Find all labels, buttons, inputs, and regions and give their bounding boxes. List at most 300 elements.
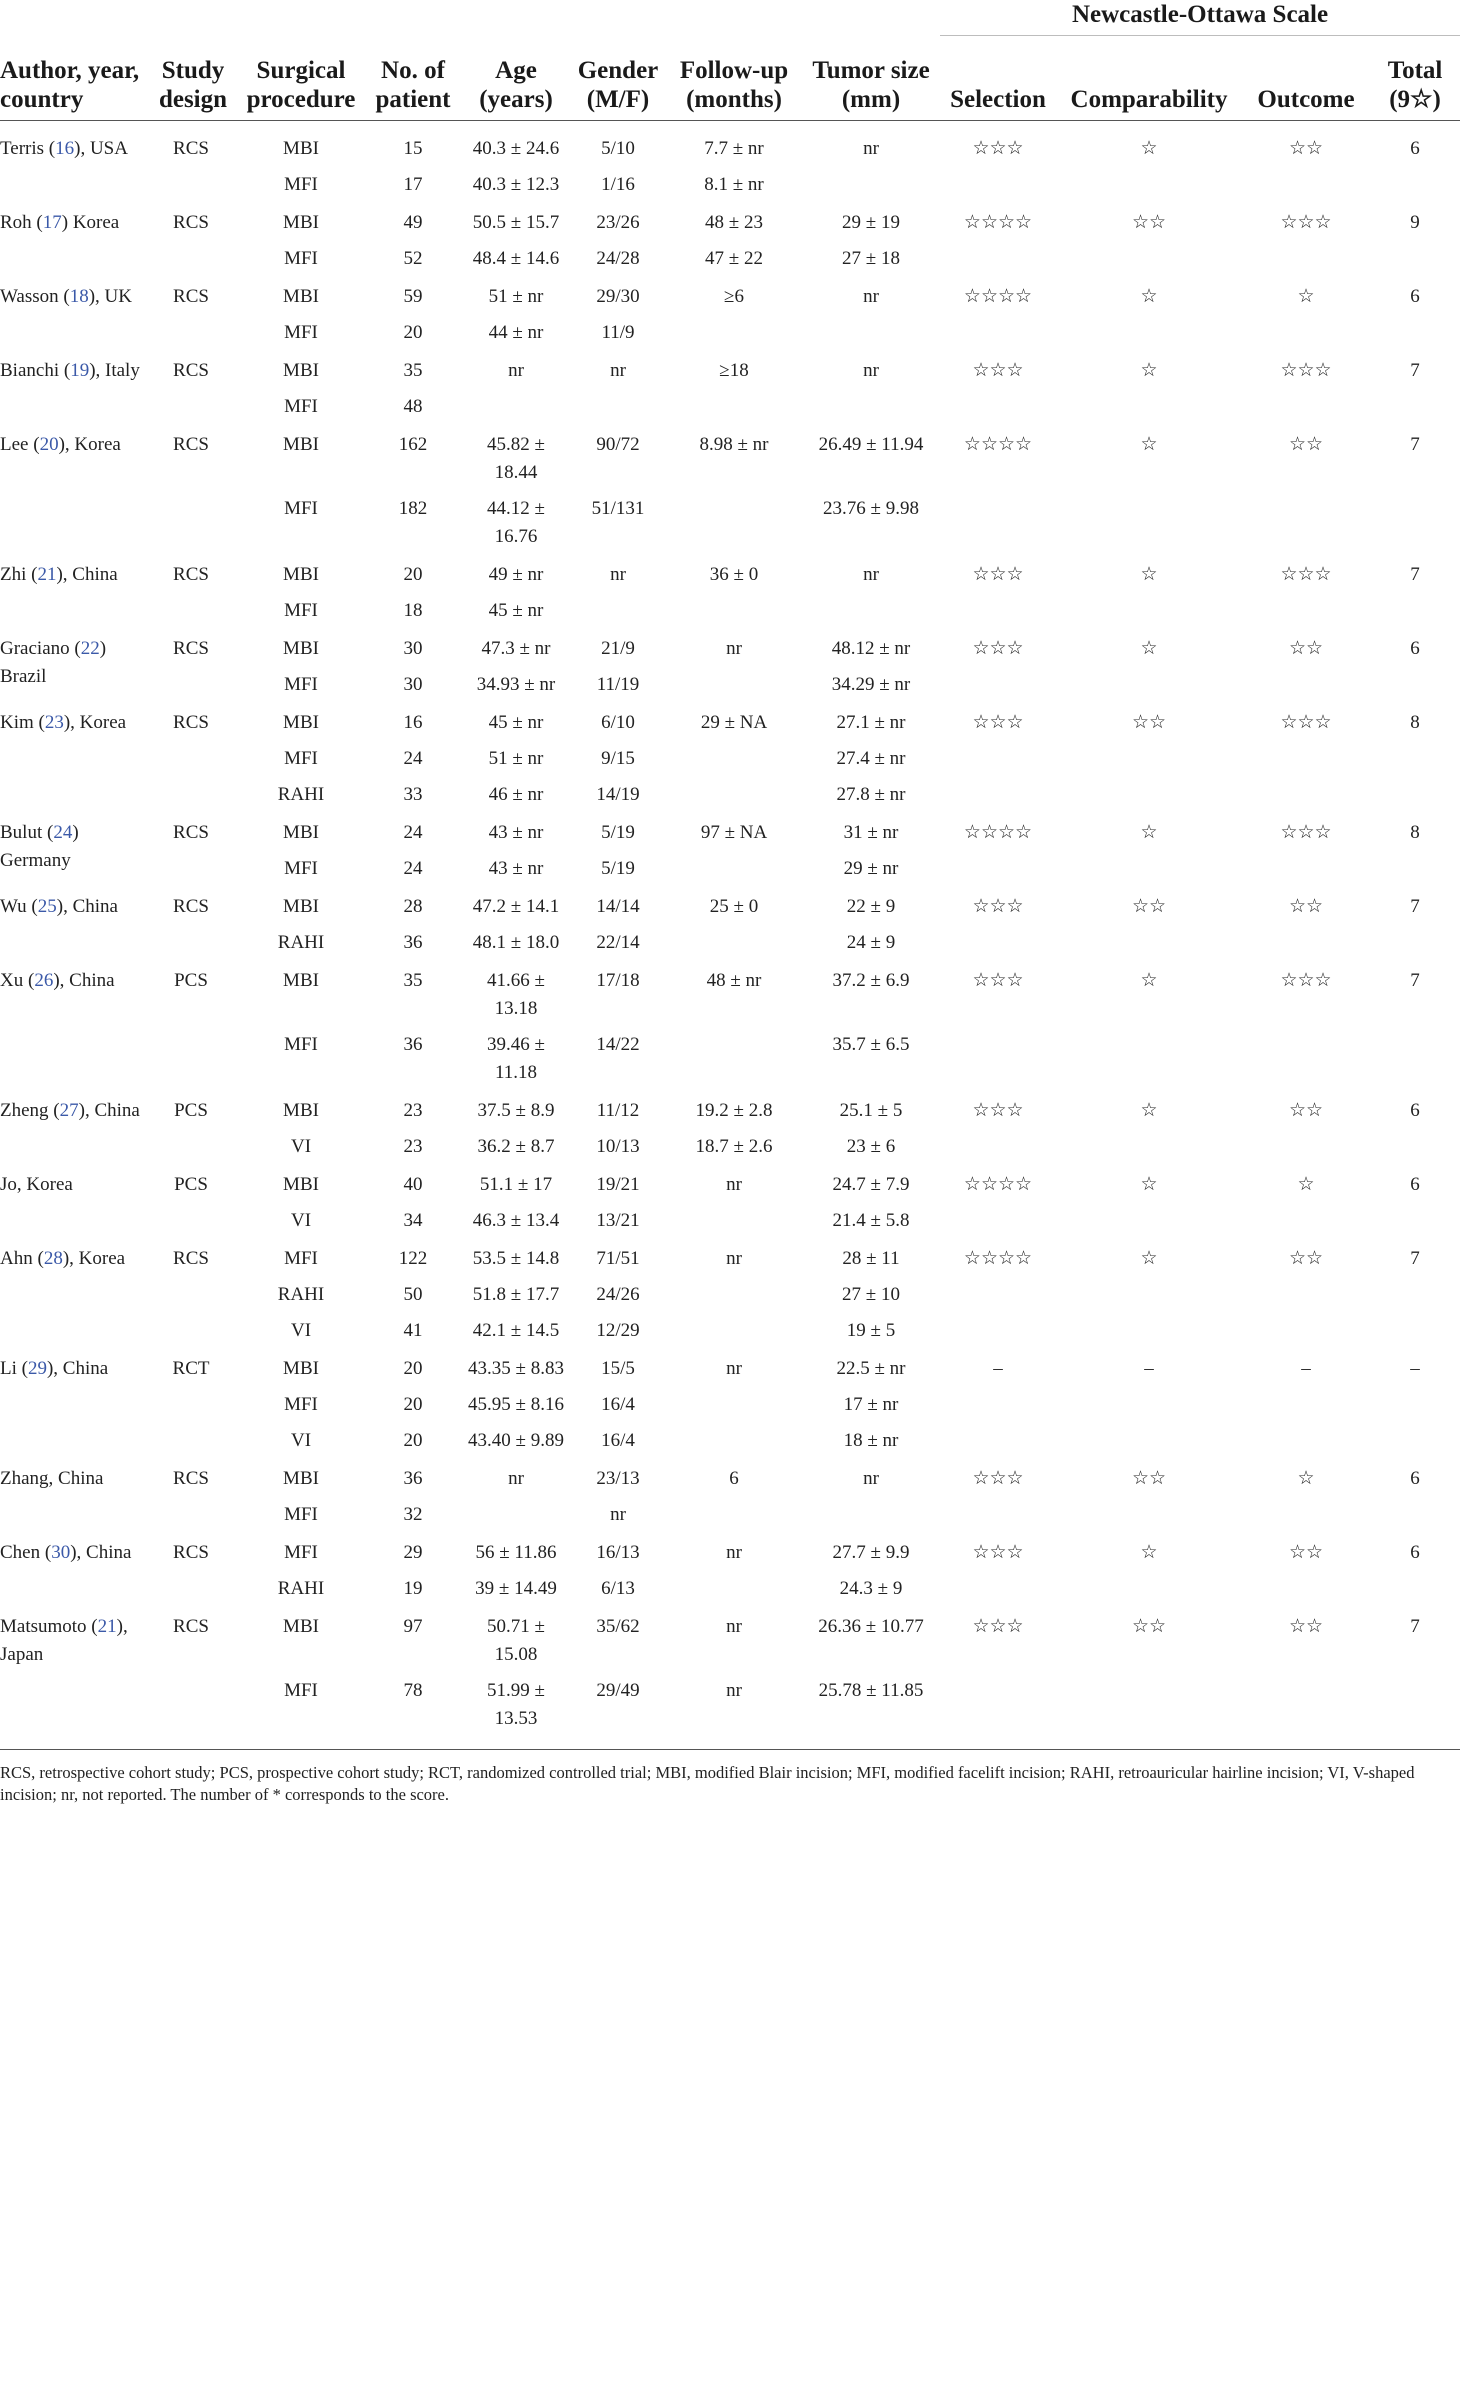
cell-procedure: MFI [284,1542,318,1563]
reference-link[interactable]: 30 [51,1542,71,1563]
cell-comparability: ☆ [1140,970,1158,991]
author-country-text: ), Japan [0,1616,128,1665]
cell-comparability: ☆☆ [1131,1468,1167,1489]
cell-followup: 25 ± 0 [709,896,759,917]
cell-patients: 50 [403,1284,423,1305]
cell-gender: 29/30 [596,286,640,307]
cell-age: 39.46 ± 11.18 [487,1034,545,1083]
cell-patients: 35 [403,970,423,991]
cell-patients: 16 [403,712,423,733]
cell-procedure: MFI [284,1394,318,1415]
cell-age: 45 ± nr [488,712,544,733]
table-row [0,1529,1460,1567]
cell-author [0,1087,148,1161]
reference-link[interactable]: 21 [37,564,57,585]
author-text: Kim ( [0,712,45,733]
cell-procedure: RAHI [277,784,325,805]
cell-study-design: RCS [173,822,209,843]
cell-patients: 23 [403,1100,423,1121]
cell-tumor: nr [863,138,879,159]
cell-followup: nr [726,1248,742,1269]
author-country-text: ), Korea [58,434,121,455]
cell-patients: 34 [403,1210,423,1231]
cell-total: 6 [1410,638,1420,659]
cell-outcome: ☆☆ [1288,1542,1324,1563]
cell-selection: ☆☆☆☆ [963,434,1033,455]
cell-followup: 8.1 ± nr [704,174,764,195]
cell-age: 48.1 ± 18.0 [472,932,560,953]
cell-selection: ☆☆☆☆ [963,212,1033,233]
cell-followup: 6 [729,1468,739,1489]
cell-tumor: 27 ± 10 [842,1284,900,1305]
author-text: Wu ( [0,896,38,917]
cell-author [0,421,148,551]
author-text: Bulut ( [0,822,54,843]
cell-total: 8 [1410,712,1420,733]
cell-total: 7 [1410,360,1420,381]
cell-selection: ☆☆☆ [972,638,1024,659]
cell-comparability: ☆ [1140,1248,1158,1269]
reference-link[interactable]: 23 [44,712,64,733]
cell-followup: 47 ± 22 [705,248,763,269]
author-country-text: ), UK [88,286,132,307]
cell-gender: 14/14 [596,896,640,917]
cell-patients: 30 [403,638,423,659]
author-text: Graciano ( [0,638,81,659]
cell-gender: 51/131 [591,498,645,519]
cell-outcome: ☆☆ [1288,896,1324,917]
cell-patients: 48 [403,396,423,417]
cell-age: 40.3 ± 24.6 [472,138,560,159]
cell-gender: 1/16 [601,174,635,195]
cell-outcome: ☆☆☆ [1280,360,1332,381]
cell-tumor [802,163,940,199]
cell-procedure: MFI [284,498,318,519]
cell-procedure: MFI [284,322,318,343]
cell-followup: 19.2 ± 2.8 [695,1100,773,1121]
cell-patients: 24 [403,858,423,879]
cell-tumor [802,1493,940,1529]
cell-age: nr [508,360,524,381]
cell-followup: 8.98 ± nr [699,434,769,455]
cell-author [0,347,148,421]
cell-procedure: MBI [283,1100,319,1121]
reference-link[interactable]: 24 [53,822,73,843]
cell-age: 51.99 ± 13.53 [487,1680,545,1729]
cell-patients: 19 [403,1578,423,1599]
author-text: Lee ( [0,434,40,455]
cell-gender: 6/13 [601,1578,635,1599]
author-text: Zhang, China [0,1468,104,1489]
table-row [0,699,1460,737]
cell-tumor: 25.78 ± 11.85 [818,1680,924,1701]
cell-followup: 18.7 ± 2.6 [695,1136,773,1157]
cell-gender: nr [610,564,626,585]
cell-tumor: 28 ± 11 [842,1248,900,1269]
cell-tumor: 27.8 ± nr [836,784,906,805]
cell-tumor: 17 ± nr [843,1394,899,1415]
cell-procedure: VI [290,1430,312,1451]
cell-procedure: MBI [283,212,319,233]
cell-tumor: 25.1 ± 5 [839,1100,903,1121]
cell-procedure: RAHI [277,1578,325,1599]
cell-gender: 24/26 [596,1284,640,1305]
cell-age: 51 ± nr [488,748,544,769]
cell-study-design: RCS [173,1542,209,1563]
cell-followup: 29 ± NA [700,712,768,733]
cell-total: 7 [1410,564,1420,585]
cell-patients: 36 [403,1034,423,1055]
cell-gender: nr [610,360,626,381]
cell-comparability: ☆ [1140,564,1158,585]
cell-comparability: ☆ [1140,822,1158,843]
cell-patients: 33 [403,784,423,805]
header-followup: Follow-up (months) [666,0,802,121]
cell-age: 47.2 ± 14.1 [472,896,560,917]
cell-procedure: MFI [284,674,318,695]
cell-procedure: MBI [283,970,319,991]
cell-procedure: MBI [283,712,319,733]
reference-link[interactable]: 17 [42,212,62,233]
cell-tumor: 31 ± nr [843,822,899,843]
cell-procedure: MFI [284,174,318,195]
cell-gender: 15/5 [601,1358,635,1379]
cell-tumor: 23 ± 6 [846,1136,896,1157]
reference-link[interactable]: 28 [43,1248,63,1269]
cell-gender: 21/9 [601,638,635,659]
cell-gender: 35/62 [596,1616,640,1637]
cell-patients: 52 [403,248,423,269]
cell-tumor: 27 ± 18 [842,248,900,269]
cell-author [0,1529,148,1603]
cell-selection: ☆☆☆ [972,970,1024,991]
cell-tumor [802,589,940,625]
reference-link[interactable]: 29 [27,1358,47,1379]
cell-followup: 97 ± NA [700,822,768,843]
cell-comparability: – [1144,1358,1154,1379]
cell-study-design: PCS [174,970,208,991]
cell-gender: 16/13 [596,1542,640,1563]
cell-comparability: ☆☆ [1131,896,1167,917]
cell-patients: 20 [403,564,423,585]
cell-gender: 22/14 [596,932,640,953]
cell-total: 9 [1410,212,1420,233]
author-text: Jo, Korea [0,1174,73,1195]
cell-outcome: ☆☆☆ [1280,822,1332,843]
cell-selection: ☆☆☆ [972,1468,1024,1489]
cell-outcome: ☆☆ [1288,1616,1324,1637]
cell-procedure: RAHI [277,1284,325,1305]
cell-selection: ☆☆☆ [972,1542,1024,1563]
cell-age: 42.1 ± 14.5 [472,1320,560,1341]
cell-selection: ☆☆☆☆ [963,1248,1033,1269]
cell-gender: 12/29 [596,1320,640,1341]
cell-selection: ☆☆☆ [972,896,1024,917]
table-body [0,121,1460,1750]
cell-procedure: MFI [284,248,318,269]
cell-patients: 20 [403,1358,423,1379]
cell-gender [570,385,666,421]
cell-patients: 49 [403,212,423,233]
cell-age: 45 ± nr [488,600,544,621]
author-text: Terris ( [0,138,56,159]
cell-tumor: nr [863,1468,879,1489]
cell-patients: 41 [403,1320,423,1341]
cell-age: 40.3 ± 12.3 [472,174,560,195]
cell-age: 39 ± 14.49 [475,1578,557,1599]
reference-link[interactable]: 22 [80,638,100,659]
cell-procedure: MBI [283,896,319,917]
cell-gender: 5/19 [601,858,635,879]
table-row [0,347,1460,385]
cell-total: 6 [1410,138,1420,159]
cell-author [0,1455,148,1529]
cell-comparability: ☆☆ [1131,712,1167,733]
reference-link[interactable]: 27 [59,1100,79,1121]
cell-followup: nr [726,638,742,659]
cell-author [0,1345,148,1455]
cell-followup [666,737,802,773]
cell-procedure: MBI [283,638,319,659]
author-country-text: ), Italy [89,360,140,381]
cell-tumor: 24 ± 9 [846,932,896,953]
cell-followup: nr [726,1680,742,1701]
cell-age: 43.40 ± 9.89 [468,1430,564,1451]
cell-selection: ☆☆☆ [972,138,1024,159]
cell-age: 51.1 ± 17 [479,1174,553,1195]
cell-patients: 122 [398,1248,428,1269]
cell-outcome: ☆ [1297,1174,1315,1195]
cell-selection: ☆☆☆☆ [963,286,1033,307]
cell-age: 43.35 ± 8.83 [468,1358,564,1379]
header-nos: Newcastle-Ottawa Scale [940,0,1460,36]
cell-author [0,625,148,699]
cell-author [0,1235,148,1345]
cell-gender: 11/9 [601,322,635,343]
cell-tumor: 27.7 ± 9.9 [832,1542,910,1563]
cell-tumor: 24.3 ± 9 [839,1578,903,1599]
header-study-design: Study design [148,0,238,121]
reference-link[interactable]: 20 [39,434,59,455]
cell-comparability: ☆ [1140,1174,1158,1195]
cell-followup [666,1273,802,1309]
table-row [0,1235,1460,1273]
cell-age: 46 ± nr [488,784,544,805]
cell-tumor: 18 ± nr [843,1430,899,1451]
cell-outcome: ☆☆ [1288,638,1324,659]
cell-tumor: 34.29 ± nr [831,674,911,695]
cell-total: 7 [1410,434,1420,455]
cell-study-design: RCS [173,712,209,733]
cell-followup [666,663,802,699]
author-text: Chen ( [0,1542,52,1563]
cell-gender: 29/49 [596,1680,640,1701]
cell-selection: ☆☆☆☆ [963,822,1033,843]
table-row [0,625,1460,663]
cell-followup [666,385,802,421]
cell-comparability: ☆☆ [1131,212,1167,233]
cell-patients: 23 [403,1136,423,1157]
cell-age [462,385,570,421]
cell-patients: 182 [398,498,428,519]
cell-gender: 23/26 [596,212,640,233]
cell-author [0,551,148,625]
cell-outcome: ☆☆ [1288,138,1324,159]
cell-age: 41.66 ± 13.18 [487,970,545,1019]
cell-followup [666,1199,802,1235]
cell-age: 50.71 ± 15.08 [487,1616,545,1665]
header-selection: Selection [940,36,1056,121]
author-text: Ahn ( [0,1248,44,1269]
cell-comparability: ☆ [1140,360,1158,381]
author-text: Zhi ( [0,564,38,585]
cell-age: 49 ± nr [488,564,544,585]
cell-tumor [802,311,940,347]
reference-link[interactable]: 25 [37,896,57,917]
cell-comparability: ☆ [1140,138,1158,159]
cell-followup [666,1567,802,1603]
author-country-text: ) Korea [61,212,120,233]
cell-total: 7 [1410,1248,1420,1269]
cell-outcome: ☆☆☆ [1280,564,1332,585]
cell-study-design: RCS [173,638,209,659]
cell-procedure: VI [290,1136,312,1157]
cell-author [0,1603,148,1750]
reference-link[interactable]: 16 [55,138,75,159]
header-outcome: Outcome [1242,36,1370,121]
cell-tumor: 27.4 ± nr [836,748,906,769]
cell-followup: ≥18 [719,360,749,381]
cell-comparability: ☆ [1140,434,1158,455]
cell-followup: nr [726,1542,742,1563]
cell-procedure: MBI [283,1174,319,1195]
cell-procedure: VI [290,1320,312,1341]
author-text: Bianchi ( [0,360,71,381]
author-country-text: ) Germany [0,822,79,871]
author-text: Zheng ( [0,1100,60,1121]
cell-gender: 14/22 [596,1034,640,1055]
cell-patients: 20 [403,1430,423,1451]
header-total: Total (9☆) [1370,36,1460,121]
cell-followup: 48 ± 23 [705,212,763,233]
cell-age: 36.2 ± 8.7 [477,1136,555,1157]
cell-study-design: RCS [173,212,209,233]
cell-outcome: ☆☆ [1288,1248,1324,1269]
cell-followup [666,921,802,957]
cell-gender: 24/28 [596,248,640,269]
header-tumor: Tumor size (mm) [802,0,940,121]
author-text: Li ( [0,1358,28,1379]
reference-link[interactable]: 26 [34,970,54,991]
cell-patients: 20 [403,322,423,343]
cell-patients: 17 [403,174,423,195]
cell-procedure: VI [290,1210,312,1231]
cell-selection: ☆☆☆ [972,1100,1024,1121]
cell-procedure: MBI [283,564,319,585]
table-row [0,1087,1460,1125]
author-text: Wasson ( [0,286,70,307]
cell-age: 48.4 ± 14.6 [472,248,560,269]
cell-patients: 162 [398,434,428,455]
cell-tumor: 21.4 ± 5.8 [832,1210,910,1231]
cell-age: 44.12 ± 16.76 [487,498,545,547]
cell-tumor: 27.1 ± nr [836,712,906,733]
cell-procedure: MFI [284,1680,318,1701]
cell-age: 51.8 ± 17.7 [472,1284,560,1305]
cell-comparability: ☆ [1140,1100,1158,1121]
cell-tumor: 26.49 ± 11.94 [818,434,924,455]
author-country-text: ), China [78,1100,140,1121]
cell-outcome: – [1301,1358,1311,1379]
cell-gender: 19/21 [596,1174,640,1195]
reference-link[interactable]: 19 [70,360,90,381]
cell-total: 8 [1410,822,1420,843]
header-gender: Gender (M/F) [570,0,666,121]
cell-patients: 35 [403,360,423,381]
cell-selection: ☆☆☆ [972,564,1024,585]
cell-comparability: ☆ [1140,286,1158,307]
cell-tumor: nr [863,286,879,307]
cell-gender: 5/10 [601,138,635,159]
cell-followup: 48 ± nr [706,970,762,991]
cell-tumor: 22.5 ± nr [836,1358,906,1379]
cell-procedure: MBI [283,822,319,843]
cell-followup: 36 ± 0 [709,564,759,585]
table-row [0,273,1460,311]
cell-study-design: PCS [174,1174,208,1195]
cell-patients: 59 [403,286,423,307]
author-country-text: ), China [56,564,118,585]
cell-outcome: ☆☆ [1288,1100,1324,1121]
cell-total: 6 [1410,1542,1420,1563]
cell-patients: 18 [403,600,423,621]
header-author: Author, year, country [0,0,148,121]
author-country-text: ), USA [74,138,128,159]
cell-selection: ☆☆☆ [972,360,1024,381]
table-row [0,957,1460,1023]
cell-tumor: 26.36 ± 10.77 [818,1616,924,1637]
cell-outcome: ☆☆ [1288,434,1324,455]
cell-gender: 10/13 [596,1136,640,1157]
cell-gender: 5/19 [601,822,635,843]
table-row [0,421,1460,487]
cell-followup [666,487,802,551]
cell-gender: 6/10 [601,712,635,733]
cell-patients: 24 [403,822,423,843]
cell-tumor: 23.76 ± 9.98 [823,498,919,519]
cell-patients: 20 [403,1394,423,1415]
table-row [0,121,1460,164]
cell-followup: 7.7 ± nr [704,138,764,159]
cell-patients: 40 [403,1174,423,1195]
reference-link[interactable]: 18 [69,286,89,307]
cell-patients: 28 [403,896,423,917]
cell-gender: 9/15 [601,748,635,769]
cell-patients: 30 [403,674,423,695]
table-footnote: RCS, retrospective cohort study; PCS, prospective cohort study; RCT, randomized controlled trial; MBI, modified Blair incision; MFI, modified facelift incision; RAHI, retroauricular hairline incision; VI, V-shaped incision; nr, not reported. The number of * corresponds to the score. [0,1750,1460,1807]
cell-gender: 71/51 [596,1248,640,1269]
cell-study-design: RCS [173,896,209,917]
cell-study-design: RCS [173,360,209,381]
cell-followup [666,1383,802,1419]
cell-author [0,883,148,957]
author-text: Roh ( [0,212,43,233]
table-row [0,1455,1460,1493]
cell-total: – [1410,1358,1420,1379]
reference-link[interactable]: 21 [97,1616,117,1637]
cell-tumor: 48.12 ± nr [831,638,911,659]
cell-selection: ☆☆☆ [972,1616,1024,1637]
